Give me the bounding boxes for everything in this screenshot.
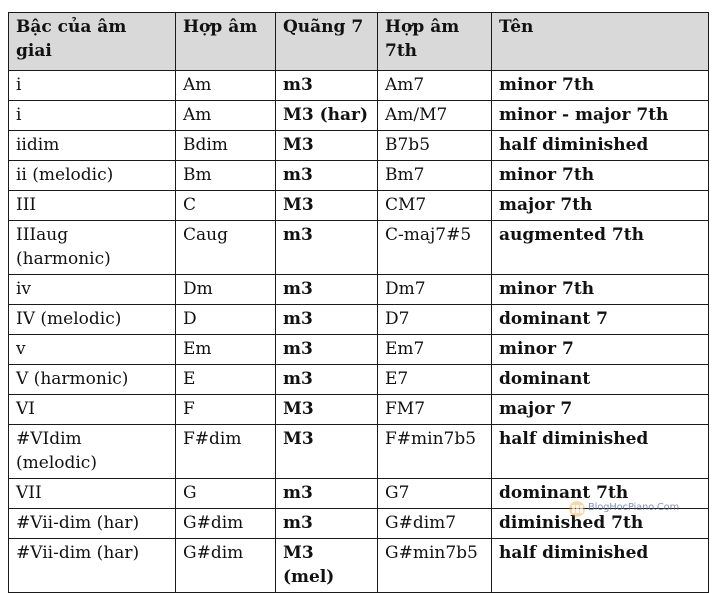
cell-chord: G#dim [176,509,276,539]
cell-seventh-chord: B7b5 [378,131,492,161]
cell-chord: Em [176,335,276,365]
cell-degree: ii (melodic) [9,161,176,191]
cell-chord: D [176,305,276,335]
cell-degree: IIIaug (harmonic) [9,221,176,275]
cell-seventh-chord: E7 [378,365,492,395]
cell-seventh-chord: Am/M7 [378,101,492,131]
cell-seventh-chord: C-maj7#5 [378,221,492,275]
cell-name: dominant [492,365,709,395]
cell-seventh-chord: D7 [378,305,492,335]
cell-interval: M3 [276,131,378,161]
table-header [9,13,709,71]
header-seventh-chord: Hợp âm 7th [378,13,492,71]
cell-seventh-chord: FM7 [378,395,492,425]
cell-chord: F#dim [176,425,276,479]
cell-name: minor 7th [492,71,709,101]
table-row [9,101,709,131]
cell-interval: M3 (har) [276,101,378,131]
table-row [9,161,709,191]
header-seventh-interval: Quãng 7 [276,13,378,71]
cell-degree: v [9,335,176,365]
cell-seventh-chord: F#min7b5 [378,425,492,479]
cell-degree: VI [9,395,176,425]
table-row [9,305,709,335]
cell-seventh-chord: Dm7 [378,275,492,305]
cell-interval: m3 [276,161,378,191]
cell-chord: Bm [176,161,276,191]
cell-name: diminished 7th [492,509,709,539]
cell-chord: Am [176,71,276,101]
cell-chord: Caug [176,221,276,275]
table-body [9,71,709,593]
cell-interval: M3 (mel) [276,539,378,593]
cell-interval: m3 [276,305,378,335]
table-row [9,191,709,221]
table-row [9,221,709,275]
cell-interval: m3 [276,479,378,509]
table-row [9,425,709,479]
cell-seventh-chord: G#dim7 [378,509,492,539]
cell-interval: m3 [276,71,378,101]
cell-seventh-chord: Am7 [378,71,492,101]
cell-chord: C [176,191,276,221]
cell-degree: iidim [9,131,176,161]
cell-degree: III [9,191,176,221]
header-chord: Hợp âm [176,13,276,71]
cell-interval: m3 [276,221,378,275]
cell-name: minor 7th [492,161,709,191]
chord-table [8,12,709,593]
header-name: Tên [492,13,709,71]
cell-degree: i [9,101,176,131]
cell-name: major 7 [492,395,709,425]
cell-name: dominant 7 [492,305,709,335]
cell-chord: E [176,365,276,395]
cell-interval: M3 [276,425,378,479]
cell-degree: VII [9,479,176,509]
table-row [9,131,709,161]
cell-interval: m3 [276,509,378,539]
cell-degree: iv [9,275,176,305]
cell-seventh-chord: G#min7b5 [378,539,492,593]
cell-interval: m3 [276,365,378,395]
cell-name: major 7th [492,191,709,221]
cell-chord: F [176,395,276,425]
cell-chord: Bdim [176,131,276,161]
table-row [9,275,709,305]
table-row [9,365,709,395]
cell-interval: M3 [276,395,378,425]
cell-degree: IV (melodic) [9,305,176,335]
cell-degree: #VIdim (melodic) [9,425,176,479]
cell-name: half diminished [492,425,709,479]
header-row [9,13,709,71]
cell-seventh-chord: Bm7 [378,161,492,191]
cell-degree: #Vii-dim (har) [9,539,176,593]
table-row [9,509,709,539]
cell-name: dominant 7th [492,479,709,509]
table-row [9,479,709,509]
cell-name: augmented 7th [492,221,709,275]
cell-seventh-chord: G7 [378,479,492,509]
table-row [9,335,709,365]
cell-chord: Dm [176,275,276,305]
cell-interval: m3 [276,275,378,305]
cell-interval: M3 [276,191,378,221]
table-row [9,539,709,593]
cell-seventh-chord: CM7 [378,191,492,221]
cell-interval: m3 [276,335,378,365]
cell-name: half diminished [492,131,709,161]
cell-seventh-chord: Em7 [378,335,492,365]
cell-name: minor 7th [492,275,709,305]
cell-chord: G#dim [176,539,276,593]
cell-degree: i [9,71,176,101]
cell-degree: #Vii-dim (har) [9,509,176,539]
cell-name: half diminished [492,539,709,593]
cell-chord: Am [176,101,276,131]
cell-degree: V (harmonic) [9,365,176,395]
cell-name: minor - major 7th [492,101,709,131]
header-scale-degree: Bậc của âm giai [9,13,176,71]
table-row [9,395,709,425]
watermark-text: BlogHocPiano.Com [588,502,680,513]
table-row [9,71,709,101]
cell-name: minor 7 [492,335,709,365]
cell-chord: G [176,479,276,509]
